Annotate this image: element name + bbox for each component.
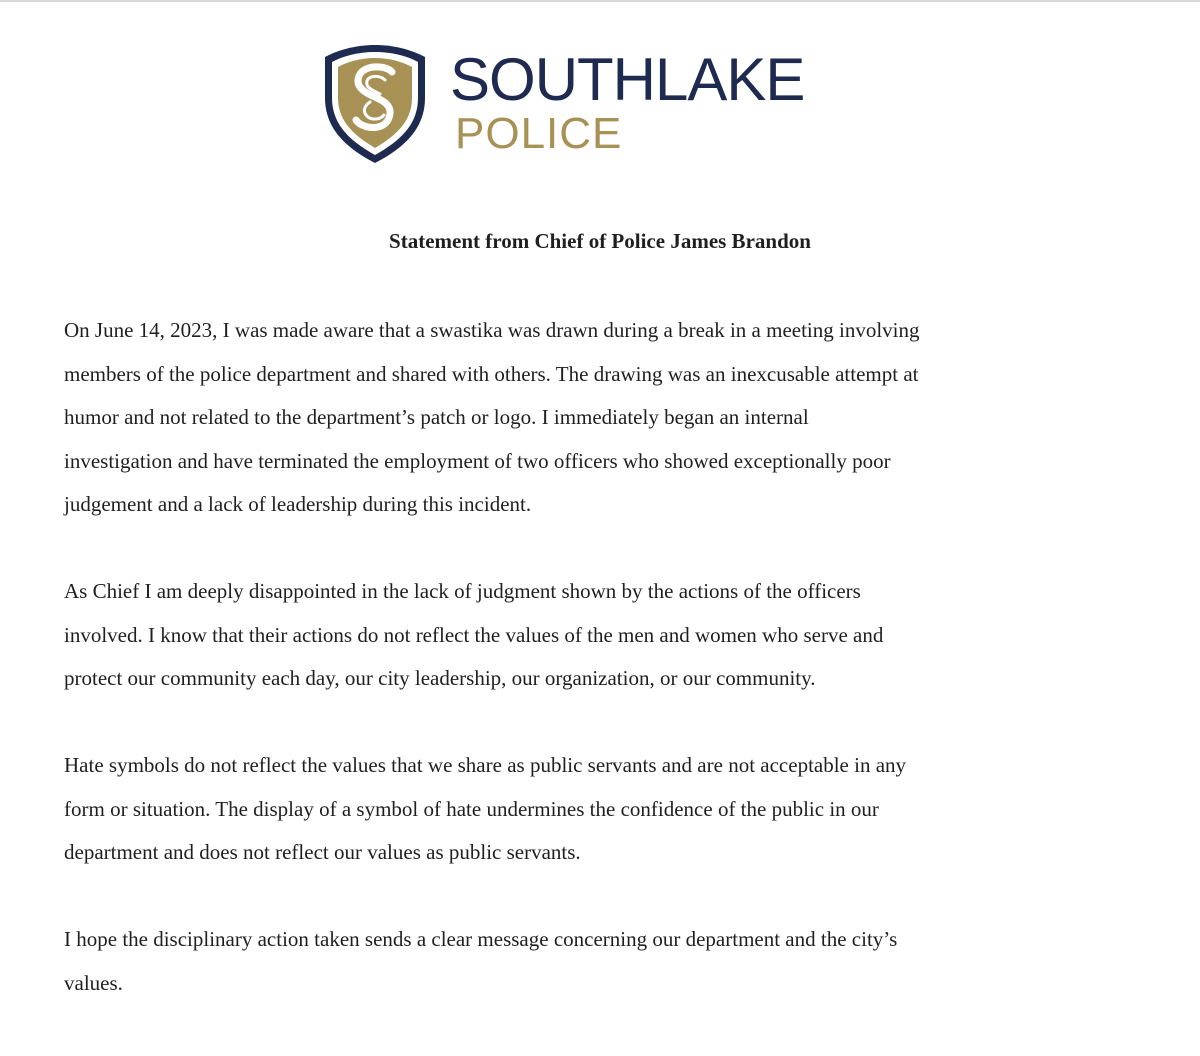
paragraph-line: involved. I know that their actions do not reflect the values of the men and women who serve and — [64, 622, 884, 647]
paragraph-4 — [64, 918, 1144, 1005]
paragraph-line: form or situation. The display of a symbol of hate undermines the confidence of the public in our — [64, 796, 879, 821]
paragraph-line: As Chief I am deeply disappointed in the lack of judgment shown by the actions of the officers — [64, 579, 861, 603]
letterhead-name-bottom: POLICE — [455, 109, 623, 158]
paragraph-line: On June 14, 2023, I was made aware that a swastika was drawn during a break in a meeting involving — [64, 318, 920, 342]
paragraph-line: members of the police department and shared with others. The drawing was an inexcusable attempt at — [64, 361, 919, 386]
letterhead-name-top: SOUTHLAKE — [450, 46, 805, 113]
paragraph-line: protect our community each day, our city leadership, our organization, or our community. — [64, 666, 816, 690]
paragraph-line: department and does not reflect our values as public servants. — [64, 840, 581, 864]
paragraph-spacer — [64, 701, 1144, 745]
paragraph-1 — [64, 309, 1144, 527]
paragraph-2 — [64, 570, 1144, 701]
paragraph-line: humor and not related to the department’s patch or logo. I immediately began an internal — [64, 405, 809, 429]
paragraph-spacer — [64, 875, 1144, 919]
statement-title: Statement from Chief of Police James Brandon — [389, 229, 811, 253]
paragraph-line: investigation and have terminated the employment of two officers who showed exceptionally poor — [64, 448, 891, 473]
paragraph-spacer — [64, 527, 1144, 571]
paragraph-3 — [64, 744, 1144, 875]
letterhead-logo — [322, 42, 862, 167]
paragraph-line: I hope the disciplinary action taken sends a clear message concerning our department and the city’s — [64, 927, 898, 951]
statement-body — [64, 309, 1144, 1005]
shield-icon — [322, 42, 428, 166]
paragraph-line: judgement and a lack of leadership during this incident. — [64, 492, 532, 516]
paragraph-line: values. — [64, 970, 123, 995]
paragraph-line: Hate symbols do not reflect the values that we share as public servants and are not acceptable in any — [64, 753, 907, 777]
